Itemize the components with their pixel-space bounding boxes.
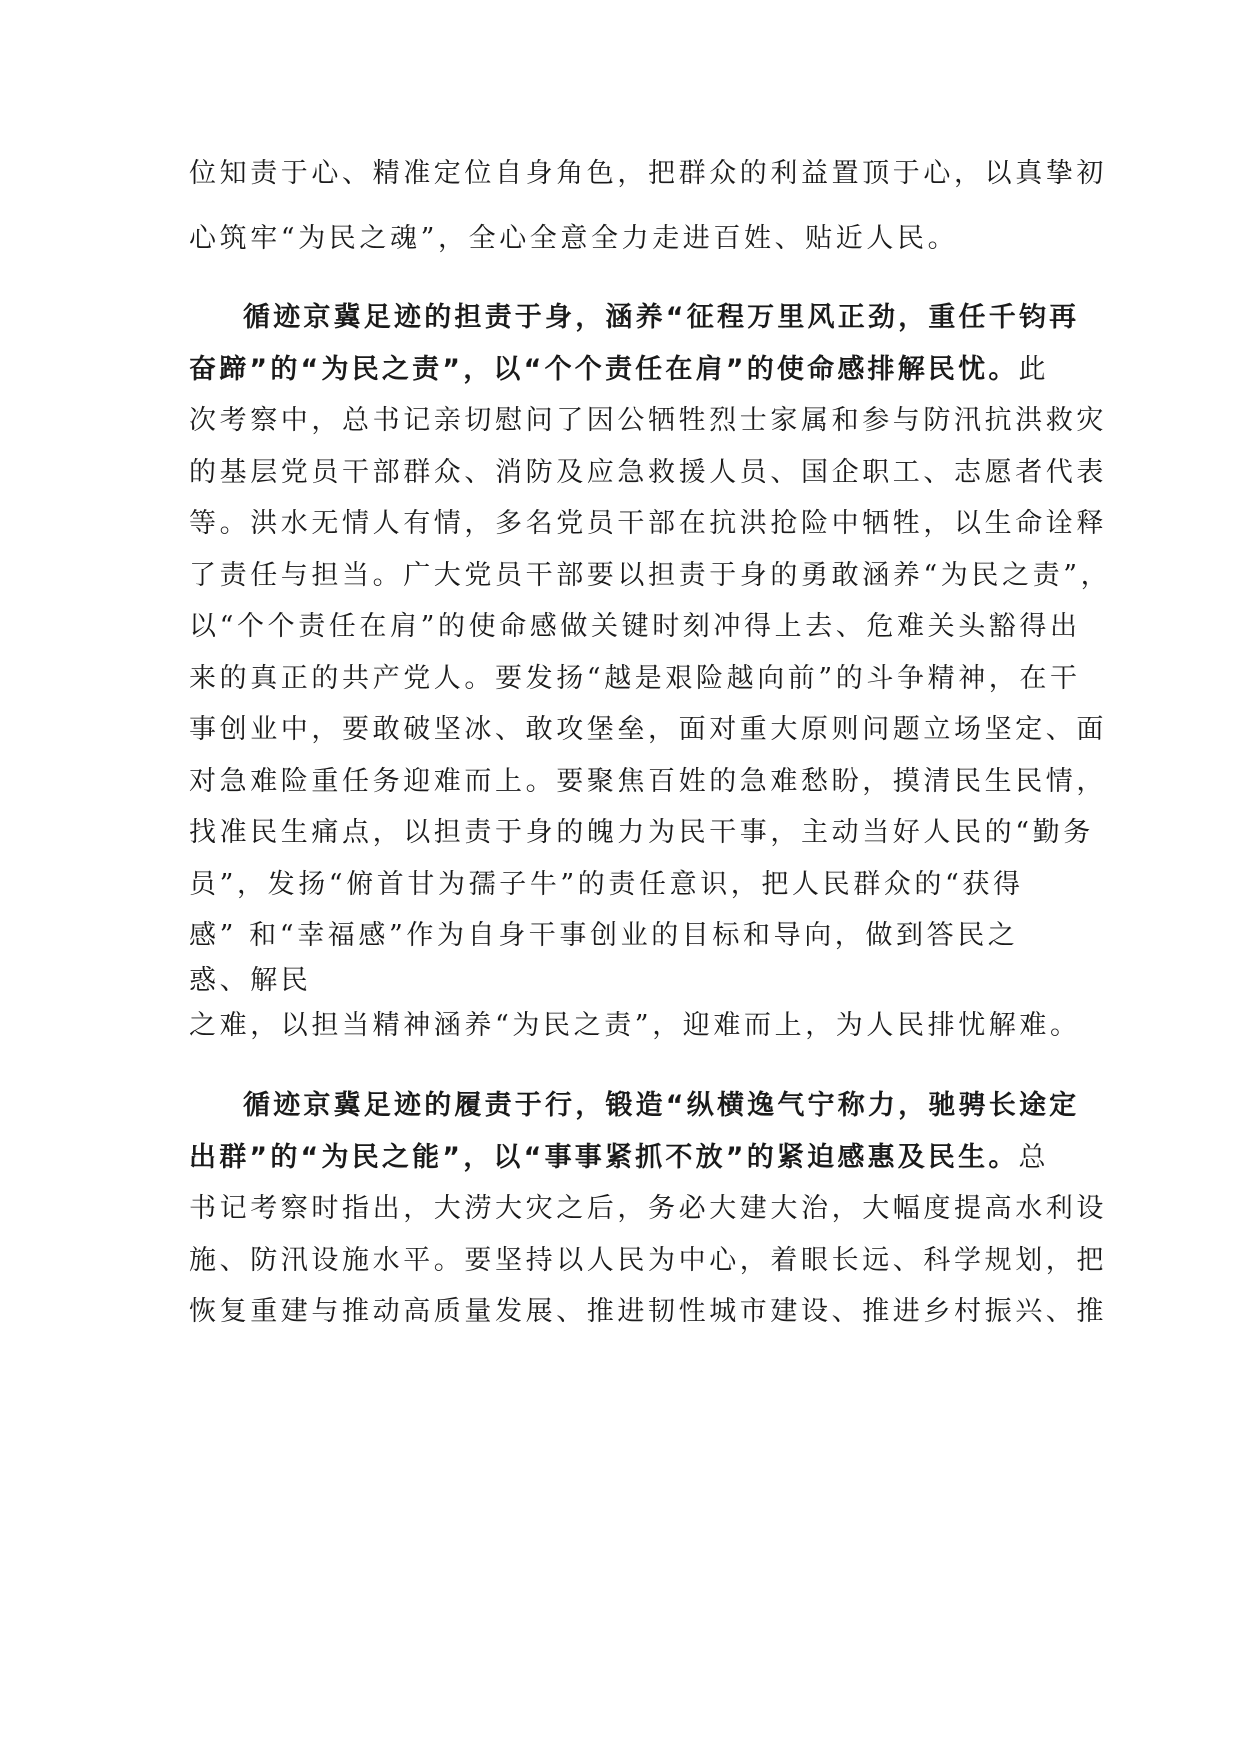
paragraph-2-line-5: 等。洪水无情人有情，多名党员干部在抗洪抢险中牺牲，以生命诠释 [189, 508, 1107, 539]
paragraph-2-line-13: 感” 和“幸福感”作为自身干事创业的目标和导向，做到答民之 [189, 920, 1019, 951]
paragraph-2-line-4: 的基层党员干部群众、消防及应急救援人员、国企职工、志愿者代表 [189, 457, 1107, 488]
paragraph-2-line-3: 次考察中，总书记亲切慰问了因公牺牲烈士家属和参与防汛抗洪救灾 [189, 405, 1107, 436]
paragraph-2-line-2-tail: 此 [1018, 354, 1050, 385]
paragraph-2-line-12: 员”，发扬“俯首甘为孺子牛”的责任意识，把人民群众的“获得 [189, 869, 1024, 900]
paragraph-2-line-6: 了责任与担当。广大党员干部要以担责于身的勇敢涵养“为民之责”， [189, 560, 1112, 591]
paragraph-2-heading-line-2: 奋蹄”的“为民之责”，以“个个责任在肩”的使命感排解民忧。 [189, 354, 1019, 385]
paragraph-2-line-2 [189, 353, 1049, 387]
paragraph-3-line-2 [189, 1141, 1049, 1175]
paragraph-3-heading-line-1: 循迹京冀足迹的履责于行，锻造“纵横逸气宁称力，驰骋长途定 [243, 1090, 1080, 1121]
paragraph-2-line-10: 对急难险重任务迎难而上。要聚焦百姓的急难愁盼，摸清民生民情， [189, 766, 1107, 797]
paragraph-3-line-2-tail: 总 [1018, 1142, 1050, 1173]
paragraph-1-line-1: 位知责于心、精准定位自身角色，把群众的利益置顶于心，以真挚初 [189, 158, 1107, 189]
paragraph-2-line-7: 以“个个责任在肩”的使命感做关键时刻冲得上去、危难关头豁得出 [189, 611, 1081, 642]
paragraph-1-line-2: 心筑牢“为民之魂”，全心全意全力走进百姓、贴近人民。 [189, 223, 959, 254]
paragraph-2-heading-line-1: 循迹京冀足迹的担责于身，涵养“征程万里风正劲，重任千钧再 [243, 302, 1080, 333]
paragraph-3-line-3: 书记考察时指出，大涝大灾之后，务必大建大治，大幅度提高水利设 [189, 1193, 1107, 1224]
paragraph-2-line-15: 之难，以担当精神涵养“为民之责”，迎难而上，为人民排忧解难。 [189, 1010, 1081, 1041]
paragraph-3-line-4: 施、防汛设施水平。要坚持以人民为中心，着眼长远、科学规划，把 [189, 1245, 1107, 1276]
paragraph-3-line-5: 恢复重建与推动高质量发展、推进韧性城市建设、推进乡村振兴、推 [189, 1296, 1107, 1327]
paragraph-2-line-9: 事创业中，要敢破坚冰、敢攻堡垒，面对重大原则问题立场坚定、面 [189, 714, 1107, 745]
paragraph-2-line-11: 找准民生痛点，以担责于身的魄力为民干事，主动当好人民的“勤务 [189, 817, 1094, 848]
paragraph-2-line-14: 惑、解民 [189, 965, 312, 996]
paragraph-2-line-8: 来的真正的共产党人。要发扬“越是艰险越向前”的斗争精神，在干 [189, 663, 1081, 694]
paragraph-3-heading-line-2: 出群”的“为民之能”，以“事事紧抓不放”的紧迫感惠及民生。 [189, 1142, 1019, 1173]
